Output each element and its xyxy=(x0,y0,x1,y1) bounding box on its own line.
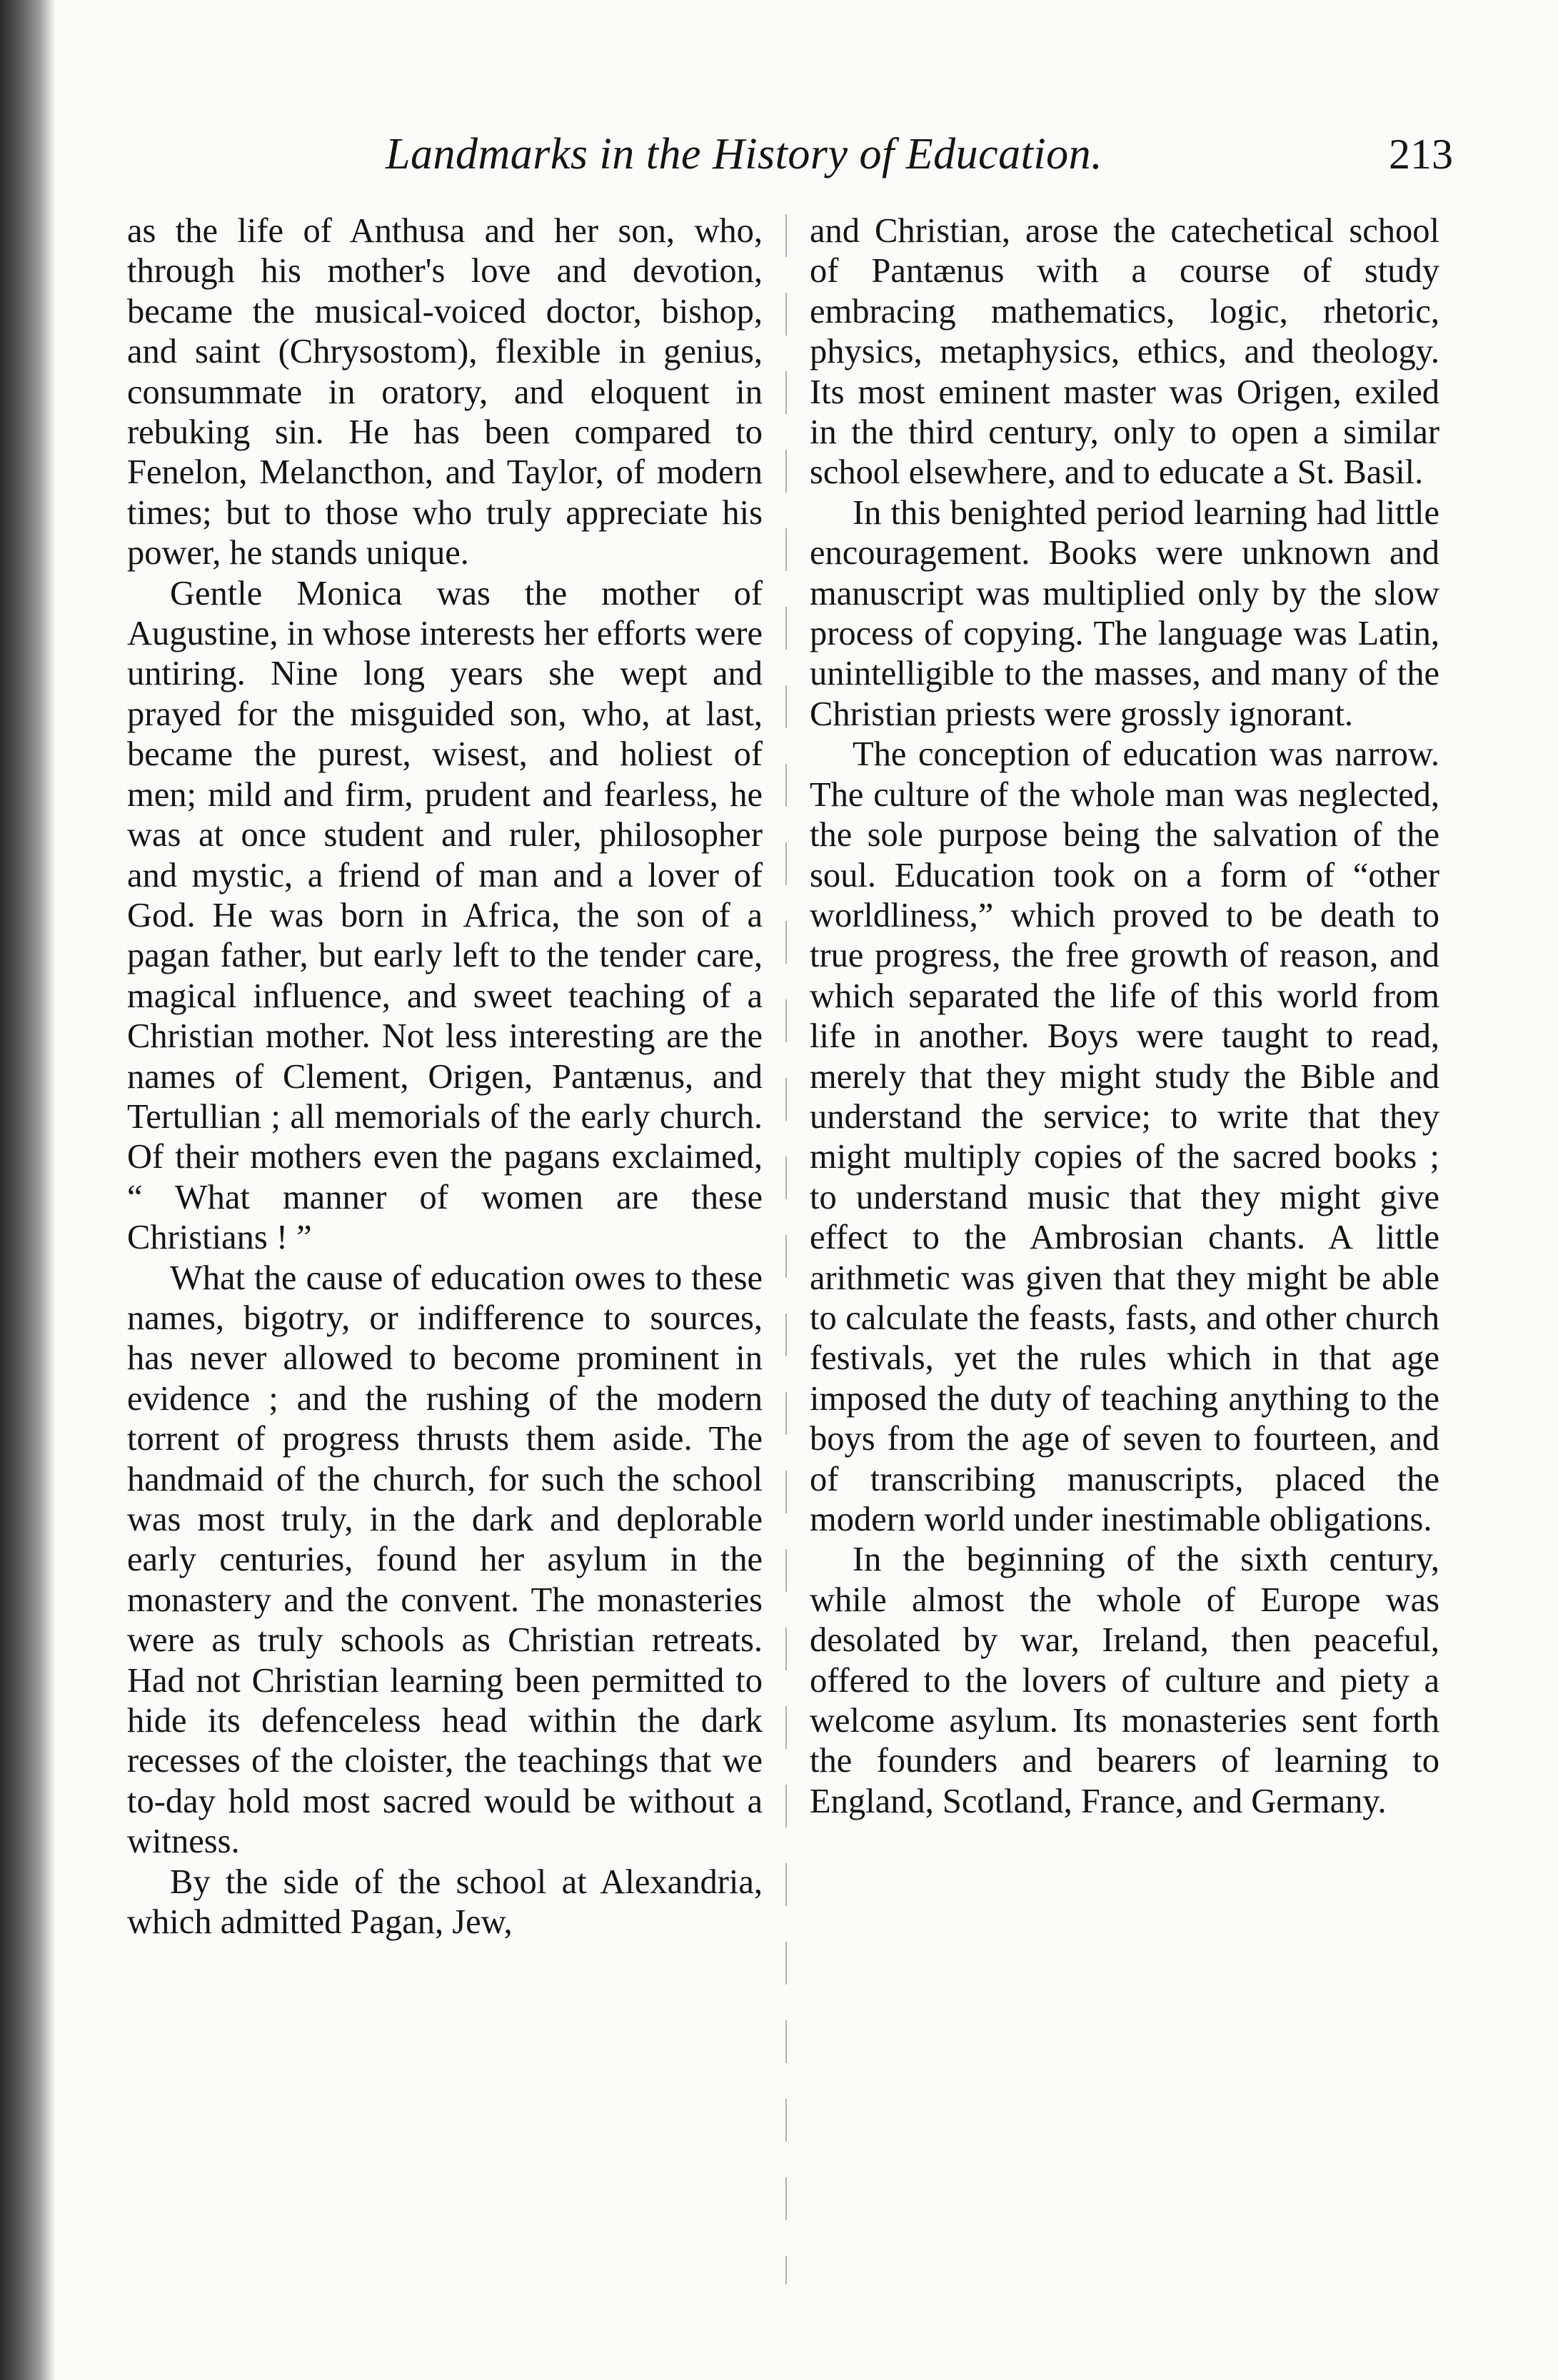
paragraph: In the beginning of the sixth century, while almost the whole of Europe was desolated by war, Ireland, then peaceful, offered to the lovers of culture and piety a welcome asylum. Its monasteries sent forth the founders and bearers of learning to England, Scotland, France, and Germany. xyxy=(810,1541,1439,1820)
paragraph: By the side of the school at Alexandria, which admitted Pagan, Jew, xyxy=(127,1862,763,1942)
column-divider xyxy=(785,214,787,2284)
paragraph: and Christian, arose the catechetical school of Pantænus with a course of study embracing mathematics, logic, rhetoric, physics, metaphysics, ethics, and theology. Its most eminent master was Origen, exiled in the third century, only to open a similar school elsewhere, and to educate a St. Basil. xyxy=(810,212,1439,492)
page-header xyxy=(386,120,1453,188)
page-binding-edge xyxy=(0,0,56,2380)
right-column xyxy=(810,211,1439,1822)
page-number: 213 xyxy=(1389,131,1453,178)
paragraph: The conception of education was narrow. The culture of the whole man was neglected, the sole purpose being the salvation of the soul. Education took on a form of “other worldliness,” which proved to be death to true progress, the free growth of reason, and which separated the life of this world from life in another. Boys were taught to read, merely that they might study the Bible and understand the service; to write that they might multiply copies of the sacred books ; to understand music that they might give effect to the Ambrosian chants. A little arithmetic was given that they might be able to calculate the feasts, fasts, and other church festivals, yet the rules which in that age imposed the duty of teaching anything to the boys from the age of seven to fourteen, and of transcribing manuscripts, placed the modern world under inestimable obligations. xyxy=(810,735,1439,1538)
left-column xyxy=(127,211,763,1942)
running-title: Landmarks in the History of Education. xyxy=(386,130,1103,178)
paragraph: Gentle Monica was the mother of Augustine, in whose interests her efforts were untiring. Nine long years she wept and prayed for the misguided son, who, at last, became the purest, wisest, and holiest of men; mild and firm, prudent and fearless, he was at once student and ruler, philosopher and mystic, a friend of man and a lover of God. He was born in Africa, the son of a pagan father, but early left to the tender care, magical influence, and sweet teaching of a Christian mother. Not less interesting are the names of Clement, Origen, Pantænus, and Tertullian ; all memorials of the early church. Of their mothers even the pagans exclaimed, “ What manner of women are these Christians ! ” xyxy=(127,574,763,1257)
paragraph: as the life of Anthusa and her son, who, through his mother's love and devotion, became the musical-voiced doctor, bishop, and saint (Chrysostom), flexible in genius, consummate in oratory, and eloquent in rebuking sin. He has been compared to Fenelon, Melancthon, and Taylor, of modern times; but to those who truly appreciate his power, he stands unique. xyxy=(127,212,763,573)
paragraph: In this benighted period learning had little encouragement. Books were unknown and manuscript was multiplied only by the slow process of copying. The language was Latin, unintelligible to the masses, and many of the Christian priests were grossly ignorant. xyxy=(810,493,1439,733)
paragraph: What the cause of education owes to these names, bigotry, or indifference to sources, has never allowed to become prominent in evidence ; and the rushing of the modern torrent of progress thrusts them aside. The handmaid of the church, for such the school was most truly, in the dark and deplorable early centuries, found her asylum in the monastery and the convent. The monasteries were as truly schools as Christian retreats. Had not Christian learning been permitted to hide its defenceless head within the dark recesses of the cloister, the teachings that we to-day hold most sacred would be without a witness. xyxy=(127,1259,763,1861)
